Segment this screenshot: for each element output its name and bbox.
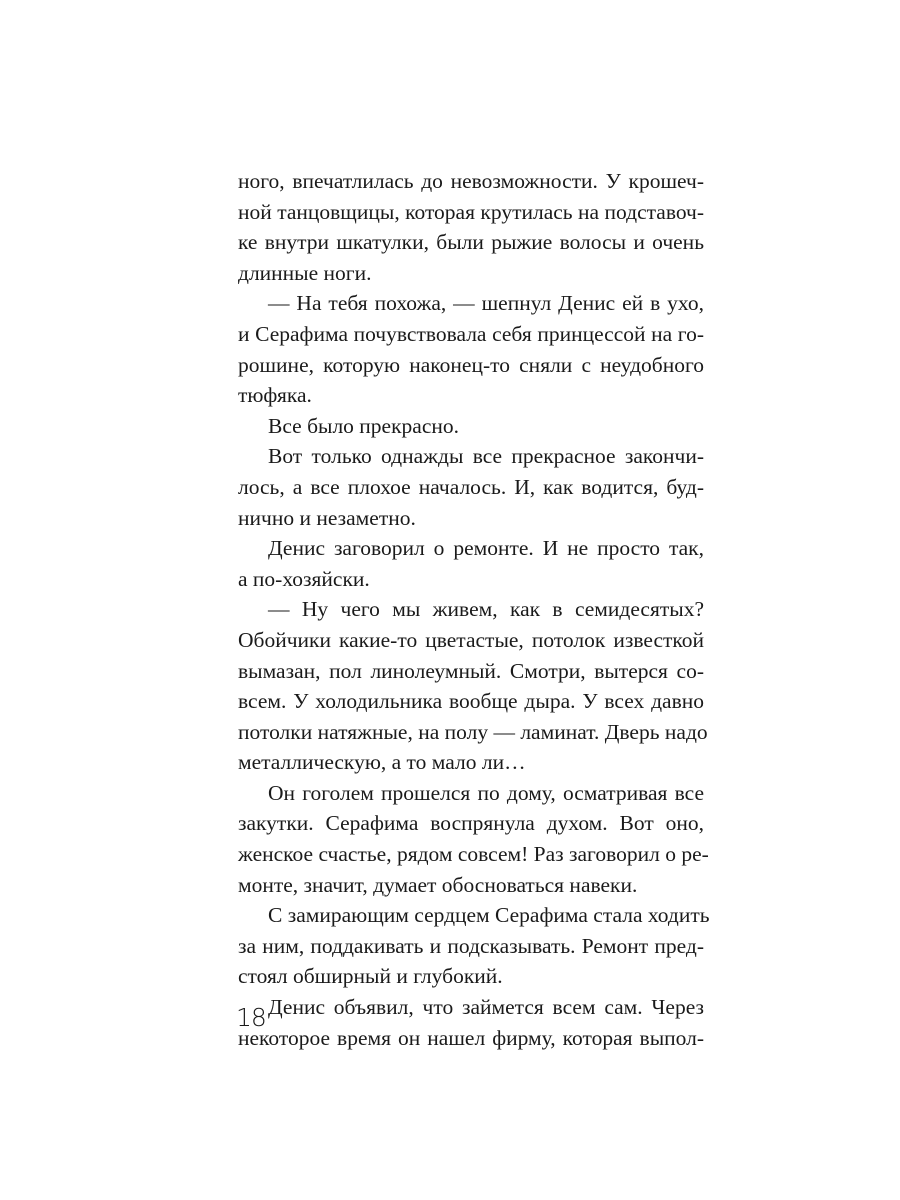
text-line: Денис заговорил о ремонте. И не просто так, (268, 536, 704, 561)
text-line: рошине, которую наконец-то сняли с неудобного (238, 352, 704, 377)
text-line: и Серафима почувствовала себя принцессой на го- (238, 321, 704, 346)
text-line: Вот только однажды все прекрасное закончи- (268, 444, 704, 469)
text-line: Обойчики какие-то цветастые, потолок известкой (238, 627, 704, 652)
text-line: за ним, поддакивать и подсказывать. Ремонт пред- (238, 933, 704, 958)
text-line: женское счастье, рядом совсем! Раз заговорил о ре- (238, 842, 709, 867)
page-number: 18 (236, 1003, 266, 1032)
text-line: потолки натяжные, на полу — ламинат. Дверь надо (238, 719, 708, 744)
text-line: лось, а все плохое началось. И, как водится, буд- (238, 474, 704, 499)
text-line: С замирающим сердцем Серафима стала ходить (268, 903, 710, 928)
text-line: монте, значит, думает обосноваться навеки. (238, 872, 638, 897)
text-line: всем. У холодильника вообще дыра. У всех давно (238, 689, 704, 714)
text-line: ной танцовщицы, которая крутилась на подставоч- (238, 199, 704, 224)
text-line: — Ну чего мы живем, как в семидесятых? (268, 597, 704, 622)
text-line: некоторое время он нашел фирму, которая выпол- (238, 1025, 704, 1050)
text-line: длинные ноги. (238, 260, 372, 285)
text-line: ке внутри шкатулки, были рыжие волосы и очень (238, 230, 704, 255)
text-line: ного, впечатлилась до невозможности. У крошеч- (238, 169, 704, 193)
text-line: Все было прекрасно. (268, 413, 460, 438)
text-line: стоял обширный и глубокий. (238, 964, 503, 989)
body-text (238, 166, 710, 1053)
text-line: Денис объявил, что займется всем сам. Через (268, 995, 704, 1020)
text-line: тюфяка. (238, 383, 312, 408)
text-line: закутки. Серафима воспрянула духом. Вот оно, (238, 811, 704, 836)
text-line: вымазан, пол линолеумный. Смотри, вытерся со- (238, 658, 704, 683)
text-line: металлическую, а то мало ли… (238, 750, 526, 775)
text-line: Он гоголем прошелся по дому, осматривая все (268, 780, 704, 805)
text-line: — На тебя похожа, — шепнул Денис ей в ухо, (268, 291, 704, 316)
text-line: а по-хозяйски. (238, 566, 370, 591)
text-line: нично и незаметно. (238, 505, 416, 530)
